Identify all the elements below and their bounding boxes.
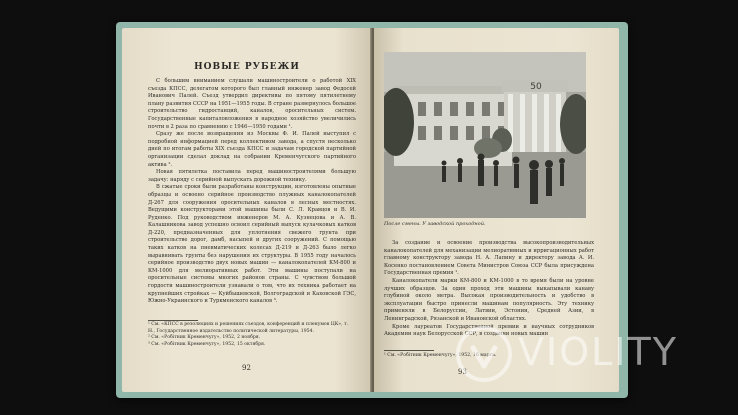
watermark-logo-icon	[454, 324, 514, 384]
building-sign: 50	[530, 82, 542, 92]
chapter-heading: НОВЫЕ РУБЕЖИ	[194, 62, 300, 72]
left-footnotes	[148, 322, 356, 348]
page-number: 93	[458, 368, 467, 376]
page-number: 92	[242, 364, 251, 372]
footnote: ¹ См. «Робітник Кременчугу», 1952, 16 марта.	[384, 353, 497, 358]
paragraph: Сразу же после возвращения из Москвы Ф. И. Палей выступил с подробной информацией перед коллективом завода, а спустя несколько дней по итогам работы XIX съезда КПСС и задачам городской партийной организации сделал доклад на собрании Кременчугского партийного актива ².	[148, 131, 356, 168]
watermark-text: VIOLITY	[518, 330, 678, 374]
paragraph: Каналокопатели марки КМ-800 и КМ-1000 в то время были на уровне лучших образцов. За один проход эти машины выкапывали канаву глубиной около метра. Высокая производительность и удобство в эксплуатации быстро принесли машинам популярность. Эту технику применяли в Белоруссии, Латвии, Эстонии, Средней Азии, в Ленинградской, Рязанской и Ивановской областях.	[384, 277, 594, 322]
footnote: ¹ См. «КПСС в резолюциях и решениях съездов, конференций и пленумов ЦК», т. Н., Государственное издательство политической литературы, 1954.	[148, 322, 349, 334]
paragraph: С большим вниманием слушали машиностроители о работой XIX съезда КПСС, делегатом которого был главный инженер завод Федосей Иванович Палей. Съезд утвердил директивы по пятому пятилетнему плану развития СССР на 1951—1955 годы. В стране развернулось большое строительство гидростанций, каналов, оросительных систем. Государственные капиталовложения в народное хозяйство увеличились почти в 2 раза по сравнению с 1946—1950 годами ¹.	[148, 78, 356, 130]
paragraph: Новая пятилетка поставила перед машиностроителями большую задачу: наряду с серийной выпускать дорожной технику.	[148, 169, 356, 183]
watermark	[452, 318, 732, 398]
photo-caption: После смены. У заводской проходной.	[384, 221, 486, 227]
footnote-rule	[384, 350, 434, 351]
footnote: ² См. «Робітник Кременчугу», 1952, 2 ноября.	[148, 335, 261, 341]
left-body-text	[148, 78, 356, 306]
paragraph: Кроме лауреатов Государственной премии и научных сотрудников Академии наук Белорусской ССР, в создании новых машин	[384, 323, 594, 338]
left-page	[122, 28, 372, 392]
paragraph: В сжатые сроки были разработаны конструкции, изготовлены опытные образцы и освоено серийное производство плужных каналокопателей Д-267 для сооружения оросительных каналов в лесных местностях. Ведущими конструкторами этой машины были С. Л. Кравцов и В. И. Руденко. Под руководством инженеров М. А. Кузнецова и А. В. Калашникова завод успешно освоил серийный выпуск кулачковых катков Д-220, предназначенных для уплотнения свежего грунта при строительстве дорог, дамб, насыпей и других сооружений. С помощью таких катков на пневматических колесах Д-219 и Д-263 было легко выравнивать грунты без нарушения их структуры. В 1955 году началось серийное производство двух новых машин — каналокопателей КМ-800 и КМ-1000 для мелиоративных работ. Эти машины поступали на оросительные системы многих районов страны. С чувством большой гордости машиностроители узнавали о том, что их техника работает на крупнейших стройках — Куйбышевской, Волгоградской и Каховской ГЭС, Южно-Украинского и Туркменского каналов ³.	[148, 184, 356, 305]
footnote: ³ См. «Робітник Кременчугу», 1952, 15 октября.	[148, 341, 266, 347]
photo-factory-gate	[384, 52, 586, 218]
paragraph: За создание и освоение производства высокопроизводительных каналокопателей для механизации мелиоративных и ирригационных работ главному конструктору завода Н. А. Лапину и директору завода А. И. Косенко постановлением Совета Министров Союза ССР была присуждена Государственная премия ¹.	[384, 240, 594, 277]
footnote-rule	[148, 320, 198, 321]
